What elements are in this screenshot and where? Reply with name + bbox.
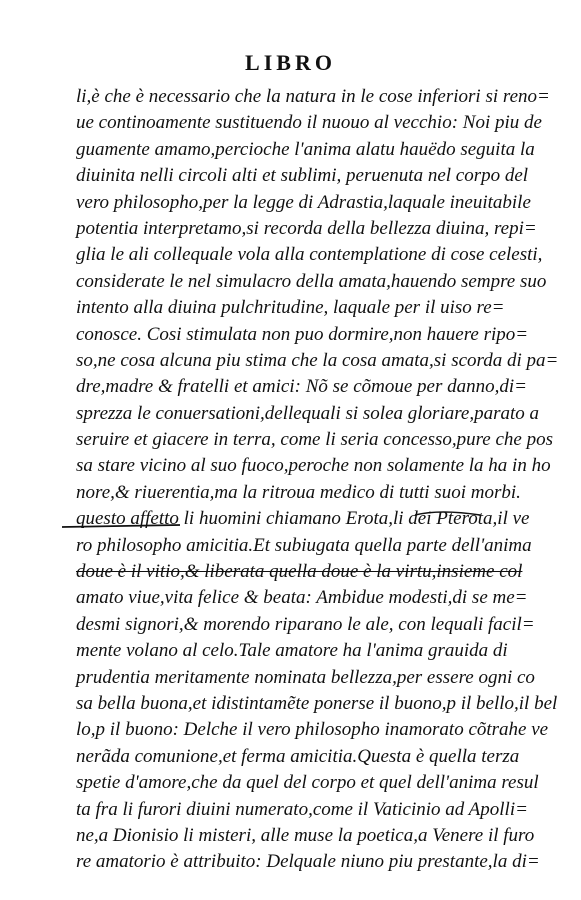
text-line: sa stare vicino al suo fuoco,peroche non solamente la ha in ho — [76, 455, 551, 477]
text-line: guamente amamo,percioche l'anima alatu hauëdo seguita la — [76, 138, 535, 160]
text-line: diuinita nelli circoli alti et sublimi, peruenuta nel corpo del — [76, 165, 529, 187]
text-line: so,ne cosa alcuna piu stima che la cosa amata,si scorda di pa= — [76, 349, 559, 371]
text-line: sa bella buona,et idistintamẽte ponerse il buono,p il bello,il bel — [76, 692, 558, 714]
text-line: desmi signori,& morendo riparano le ale, con lequali facil= — [76, 613, 535, 635]
text-line: prudentia meritamente nominata bellezza,per essere ogni co — [76, 666, 535, 688]
text-line: sprezza le conuersationi,dellequali si solea gloriare,parato a — [76, 402, 540, 424]
page-header-title: LIBRO — [245, 50, 336, 75]
text-line: intento alla diuina pulchritudine, laquale per il uiso re= — [76, 297, 505, 319]
text-line: ro philosopho amicitia.Et subiugata quella parte dell'anima — [76, 534, 532, 556]
text-line: conosce. Cosi stimulata non puo dormire,non hauere ripo= — [76, 323, 529, 345]
text-line: questo affetto li huomini chiamano Erota,li dei Pterota,il ve — [76, 508, 530, 530]
text-line: glia le ali collequale vola alla contemplatione di cose celesti, — [76, 244, 543, 266]
text-line: doue è il vitio,& liberata quella doue è la virtu,insieme col — [76, 561, 523, 583]
text-line: nore,& riuerentia,ma la ritroua medico di tutti suoi morbi. — [76, 481, 521, 503]
text-line: dre,madre & fratelli et amici: Nõ se cõmoue per danno,di= — [76, 376, 527, 398]
text-line: re amatorio è attribuito: Delquale niuno piu prestante,la di= — [76, 851, 540, 873]
text-line: li,è che è necessario che la natura in le cose inferiori si reno= — [76, 86, 550, 107]
text-line: potentia interpretamo,si recorda della bellezza diuina, repi= — [76, 217, 537, 239]
text-line: amato viue,vita felice & beata: Ambidue modesti,di se me= — [76, 587, 528, 609]
text-line: spetie d'amore,che da quel del corpo et quel dell'anima resul — [76, 772, 539, 794]
text-line: considerate le nel simulacro della amata,hauendo sempre suo — [76, 270, 547, 292]
text-line: nerãda comunione,et ferma amicitia.Questa è quella terza — [76, 745, 520, 767]
text-line: mente volano al celo.Tale amatore ha l'anima grauida di — [76, 640, 508, 662]
text-line: ue continoamente sustituendo il nuouo al vecchio: Noi piu de — [76, 112, 542, 134]
text-line: lo,p il buono: Delche il vero philosopho inamorato cõtrahe ve — [76, 719, 549, 741]
text-line: ta fra li furori diuini numerato,come il Vaticinio ad Apolli= — [76, 798, 528, 820]
text-line: ne,a Dionisio li misteri, alle muse la poetica,a Venere il furo — [76, 824, 535, 846]
text-line: seruire et giacere in terra, come li seria concesso,pure che pos — [76, 429, 553, 451]
text-line: vero philosopho,per la legge di Adrastia,laquale ineuitabile — [76, 191, 531, 213]
body-text — [76, 84, 559, 876]
